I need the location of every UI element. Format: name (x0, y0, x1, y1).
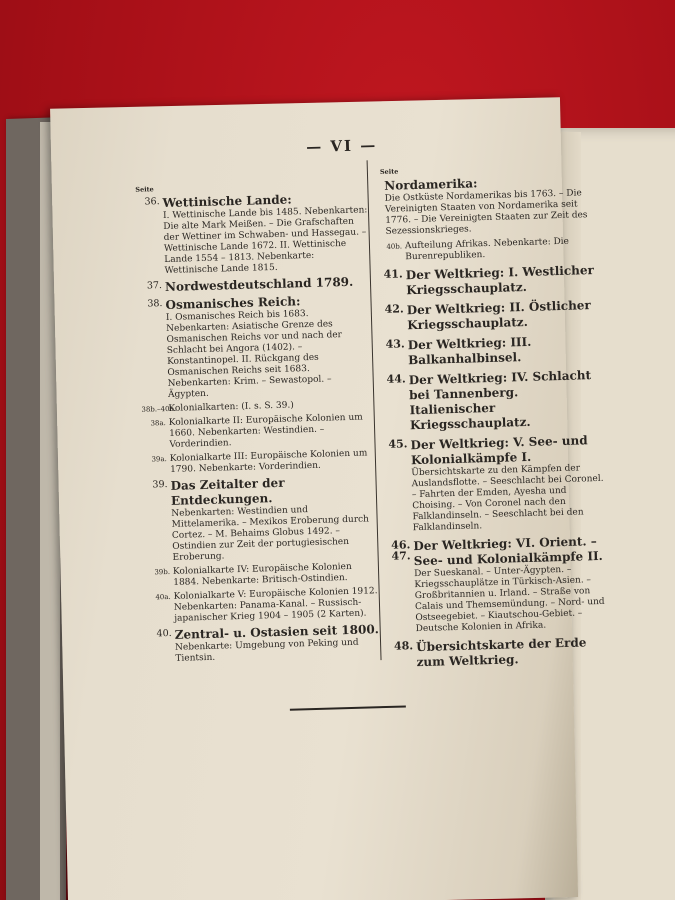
entry-number: 39b. (154, 568, 171, 577)
toc-entry (143, 448, 376, 476)
entry-title: Kolonialkarte V: Europäische Kolonien 1912. Nebenkarten: Panama-Kanal. – Russisch-japanischer Krieg 1904 – 1905 (2 Karten). (173, 586, 378, 625)
entry-title: Kolonialkarte IV: Europäische Kolonien 1884. Nebenkarte: Britisch-Ostindien. (172, 562, 352, 589)
toc-entry (390, 534, 608, 636)
seite-label: Seite (135, 185, 154, 194)
entry-title: Der Weltkrieg: I. Westlicher Kriegsschauplatz. (405, 263, 595, 298)
entry-title: Der Weltkrieg: VI. Orient. – See- und Kolonialkämpfe II. (413, 534, 603, 569)
entry-number: 38a. (150, 419, 166, 428)
entry-number: 42. (384, 302, 404, 317)
entry-title: Der Weltkrieg: V. See- und Kolonialkämpfe I. (410, 433, 588, 468)
entry-subtitle: Nebenkarte: Umgebung von Peking und Tientsin. (174, 637, 359, 665)
toc-entry (387, 433, 605, 535)
toc-entry (384, 298, 600, 334)
entry-number: 36. (144, 196, 160, 208)
page-number: — VI — (305, 136, 378, 157)
entry-title: Der Weltkrieg: II. Östlicher Kriegsschauplatz. (406, 298, 591, 333)
entry-number: 40b. (386, 242, 403, 252)
entry-title: Der Weltkrieg: III. Balkanhalbinsel. (407, 335, 532, 368)
toc-entry (136, 191, 370, 278)
toc-entry (142, 412, 375, 451)
entry-subtitle: Nebenkarten: Westindien und Mittelamerika. – Mexikos Eroberung durch Cortez. – M. Behaims Globus 1492. – Ostindien zur Zeit der portugiesischen Eroberung. (171, 505, 370, 564)
right-entry-list (382, 236, 609, 671)
entry-number: 38b.–40b. (141, 404, 177, 414)
entry-title: Nordamerika: (384, 176, 478, 194)
entry-number: 40. (156, 628, 172, 640)
toc-entry (143, 473, 377, 564)
entry-subtitle: I. Wettinische Lande bis 1485. Nebenkarten: Die alte Mark Meißen. – Die Grafschaften der Wettiner im Schwaben- und Hassegau. – Wettinische Lande 1672. II. Wettinische Lande 1554 – 1813. Nebenkarte: Wettinische Lande 1815. (162, 205, 368, 277)
page-content (90, 0, 605, 700)
entry-number: 40a. (155, 593, 171, 602)
left-entry-list (136, 191, 381, 666)
toc-entry (383, 263, 599, 299)
entry-subtitle: Übersichtskarte zu den Kämpfen der Auslandsflotte. – Seeschlacht bei Coronel. – Fahrten der Emden, Ayesha und Choising. – Von Coronel nach den Falklandinseln. – Seeschlacht bei den Falklandinseln. (411, 463, 604, 534)
entry-title: Kolonialkarte III: Europäische Kolonien um 1790. Nebenkarte: Vorderindien. (169, 448, 368, 476)
entry-number: 39a. (151, 455, 167, 464)
entry-title: Kolonialkarten: (I. s. S. 39.) (168, 400, 294, 415)
toc-entry (148, 622, 381, 665)
entry-number: 39. (152, 479, 168, 491)
entry-number: 48. (393, 639, 414, 653)
toc-entry (393, 635, 609, 671)
entry-subtitle: Der Sueskanal. – Unter-Ägypten. – Kriegsschauplätze in Türkisch-Asien. – Großbritannien u. Irland. – Straße von Calais und Themsemündung. – Nord- und Ostseegebiet. – Kiautschou-Gebiet. – Deutsche Kolonien in Afrika. (414, 564, 605, 635)
entry-subtitle: Die Ostküste Nordamerikas bis 1763. – Die Vereinigten Staaten von Nordamerika seit 1776. – Die Vereinigten Staaten zur Zeit des Sezessionskrieges. (384, 188, 588, 238)
toc-entry (146, 561, 379, 589)
entry-title: Der Weltkrieg: IV. Schlacht bei Tannenberg. Italienischer Kriegsschauplatz. (408, 368, 592, 433)
entry-number: 38. (147, 298, 163, 310)
entry-number: 44. (386, 372, 406, 387)
entry-number: 43. (385, 337, 405, 352)
right-column (380, 161, 609, 676)
entry-number: 45. (388, 437, 408, 452)
left-column (135, 178, 380, 668)
entry-number: 37. (146, 280, 163, 292)
entry-number: 41. (383, 267, 403, 282)
seite-label: Seite (379, 167, 399, 176)
toc-entry (138, 292, 373, 401)
toc-entry (147, 586, 380, 625)
entry-title: Kolonialkarte II: Europäische Kolonien um 1660. Nebenkarten: Westindien. – Vorderindien. (168, 412, 363, 451)
entry-title: Zentral- u. Ostasien seit 1800. (174, 622, 380, 643)
entry-subtitle: I. Osmanisches Reich bis 1683. Nebenkarten: Asiatische Grenze des Osmanischen Reichs vor und nach der Schlacht bei Angora (1402). – Konstantinopel. II. Rückgang des Osmanischen Reichs seit 1683. Nebenkarten: Krim. – Sewastopol. – Ägypten. (165, 309, 343, 401)
toc-entry (386, 368, 603, 434)
entry-title: Wettinische Lande: (162, 192, 292, 211)
toc-entry (382, 236, 598, 264)
entry-title: Übersichtskarte der Erde zum Weltkrieg. (416, 635, 587, 670)
entry-title: Nordwestdeutschland 1789. (164, 274, 354, 295)
toc-entry (385, 333, 601, 369)
entry-number: 46. 47. (391, 538, 411, 564)
entry-title: Osmanisches Reich: (165, 294, 301, 313)
entry-title: Das Zeitalter der Entdeckungen. (170, 475, 285, 509)
entry-title: Aufteilung Afrikas. Nebenkarte: Die Burenrepubliken. (404, 236, 570, 263)
